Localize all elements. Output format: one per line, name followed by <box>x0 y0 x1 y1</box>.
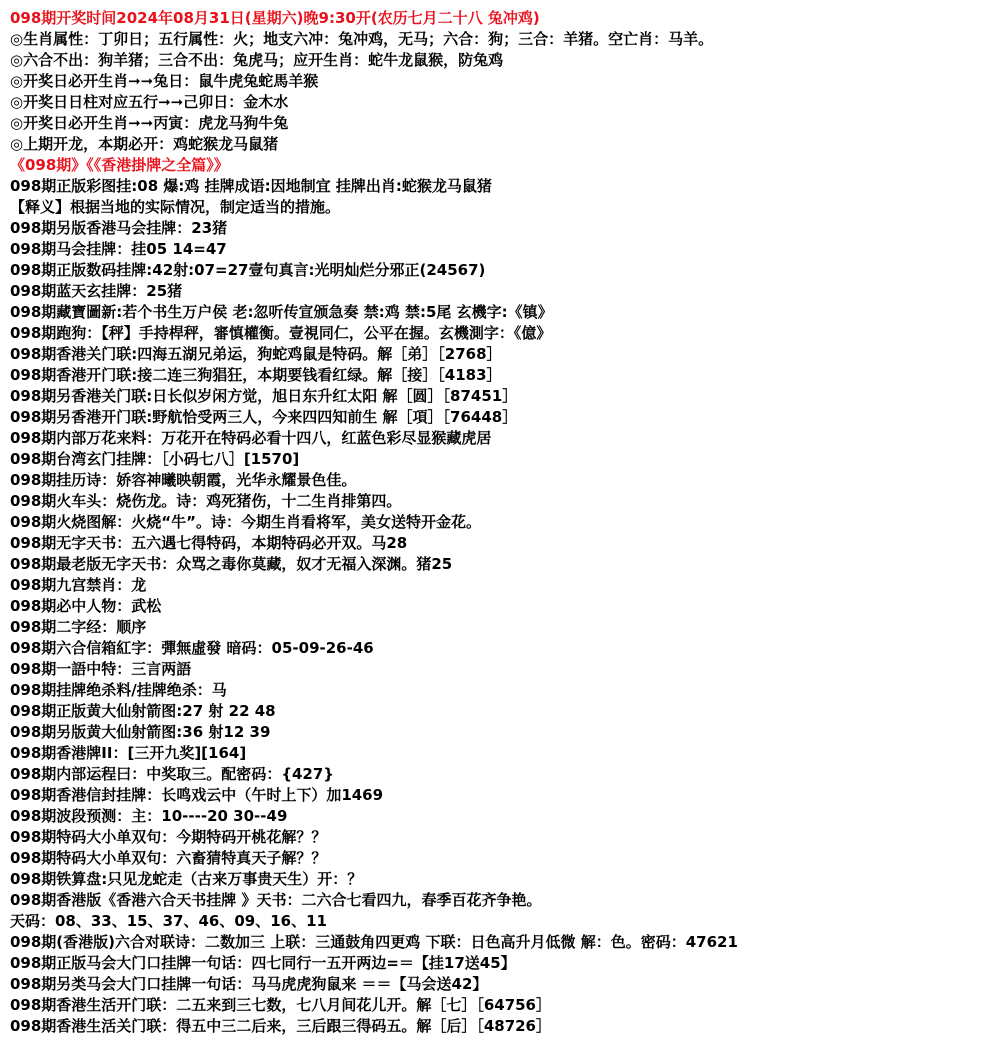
text-line: ◎六合不出：狗羊猪；三合不出：兔虎马；应开生肖：蛇牛龙鼠猴，防兔鸡 <box>10 51 504 69</box>
text-line: 098期波段预测：主：10----20 30--49 <box>10 807 288 825</box>
text-line: ◎开奖日必开生肖➞➞兔日：鼠牛虎兔蛇馬羊猴 <box>10 72 319 90</box>
text-line: 098期另类马会大门口挂牌一句话：马马虎虎狗鼠来 ＝＝【马会送42】 <box>10 975 488 993</box>
text-line: 098期一語中特：三言两語 <box>10 660 192 678</box>
text-line: 098期蓝天玄挂牌：25猪 <box>10 282 183 300</box>
text-line: 098期香港生活开门联：二五来到三七数，七八月间花儿开。解［七］［64756］ <box>10 996 551 1014</box>
document-body <box>10 8 995 1037</box>
text-line: 【释义】根据当地的实际情况，制定适当的措施。 <box>10 198 341 216</box>
text-line: ◎开奖日必开生肖➞➞丙寅：虎龙马狗牛兔 <box>10 114 289 132</box>
text-line: 天码：08、33、15、37、46、09、16、11 <box>10 912 327 930</box>
text-line: 098期香港信封挂牌：长鸣戏云中（午时上下）加1469 <box>10 786 384 804</box>
text-line: 098期香港关门联:四海五湖兄弟运，狗蛇鸡鼠是特码。解［弟］［2768］ <box>10 345 502 363</box>
text-line: ◎生肖属性：丁卯日；五行属性：火；地支六冲：兔冲鸡，无马；六合：狗；三合：羊猪。空亡肖：马羊。 <box>10 30 714 48</box>
text-line: 098期正版数码挂牌:42射:07=27壹句真言:光明灿烂分邪正(24567) <box>10 261 486 279</box>
text-line: 098期(香港版)六合对联诗：二数加三 上联：三通鼓角四更鸡 下联：日色高升月低微 解：色。密码：47621 <box>10 933 738 951</box>
text-line: 098期无字天书：五六遇七得特码，本期特码必开双。马28 <box>10 534 408 552</box>
text-line: 098期九宫禁肖：龙 <box>10 576 147 594</box>
text-line: 098期马会挂牌：挂05 14=47 <box>10 240 227 258</box>
text-line: 098期特码大小单双句：今期特码开桃花解？？ <box>10 828 327 846</box>
text-line: 098期正版黄大仙射箭图:27 射 22 48 <box>10 702 276 720</box>
text-line: 098期藏寶圖新:若个书生万户侯 老:忽听传宣颁急奏 禁:鸡 禁:5尾 玄機字:《镇》 <box>10 303 553 321</box>
text-line: 098期内部万花来料：万花开在特码必看十四八，红蓝色彩尽显猴藏虎居 <box>10 429 492 447</box>
text-line: 098期正版彩图挂:08 爆:鸡 挂牌成语:因地制宜 挂牌出肖:蛇猴龙马鼠猪 <box>10 177 492 195</box>
text-line: 098期最老版无字天书：众骂之毒你莫藏，奴才无福入深渊。猪25 <box>10 555 453 573</box>
text-line: 098期特码大小单双句：六畜猜特真天子解？？ <box>10 849 327 867</box>
text-line: 098期六合信箱紅字：彈無虛發 暗码：05-09-26-46 <box>10 639 374 657</box>
text-line: 098期火车头：烧伤龙。诗：鸡死猪伤，十二生肖排第四。 <box>10 492 402 510</box>
text-line: 098期台湾玄门挂牌：［小码七八］[1570] <box>10 450 300 468</box>
highlight-line: 098期开奖时间2024年08月31日(星期六)晚9:30开(农历七月二十八 兔冲鸡) <box>10 9 540 27</box>
text-line: 098期另版香港马会挂牌：23猪 <box>10 219 228 237</box>
text-line: 098期香港牌II：[三开九奖][164] <box>10 744 247 762</box>
text-line: 098期必中人物：武松 <box>10 597 162 615</box>
text-line: 098期正版马会大门口挂牌一句话：四七同行一五开两边=＝【挂17送45】 <box>10 954 516 972</box>
text-line: 098期火烧图解：火烧“牛”。诗：今期生肖看将军，美女送特开金花。 <box>10 513 482 531</box>
text-line: 098期另香港开门联:野航恰受两三人，今来四四知前生 解［項］［76448］ <box>10 408 518 426</box>
text-line: 098期香港生活关门联：得五中三二后来，三后跟三得码五。解［后］［48726］ <box>10 1017 551 1035</box>
highlight-line: 《098期》《《香港掛牌之全篇》》 <box>10 156 229 174</box>
text-line: 098期挂历诗：娇容神曦映朝霞，光华永耀景色佳。 <box>10 471 357 489</box>
text-line: 098期香港开门联:接二连三狗猖狂，本期要钱看红绿。解［接］［4183］ <box>10 366 502 384</box>
text-line: ◎开奖日日柱对应五行➞➞己卯日：金木水 <box>10 93 289 111</box>
text-line: 098期香港版《香港六合天书挂牌 》天书：二六合七看四九，春季百花齐争艳。 <box>10 891 542 909</box>
text-line: 098期另版黄大仙射箭图:36 射12 39 <box>10 723 271 741</box>
text-line: 098期跑狗：【秤】手持桿秤，審慎權衡。壹視同仁，公平在握。玄機測字：《億》 <box>10 324 552 342</box>
text-line: ◎上期开龙，本期必开：鸡蛇猴龙马鼠猪 <box>10 135 279 153</box>
text-line: 098期挂牌绝杀料/挂牌绝杀：马 <box>10 681 227 699</box>
text-line: 098期二字经：顺序 <box>10 618 147 636</box>
text-line: 098期内部运程曰：中奖取三。配密码：{427} <box>10 765 334 783</box>
text-line: 098期铁算盘:只见龙蛇走（古来万事贵天生）开：？ <box>10 870 363 888</box>
text-line: 098期另香港关门联:日长似岁闲方觉，旭日东升红太阳 解［圆］［87451］ <box>10 387 518 405</box>
